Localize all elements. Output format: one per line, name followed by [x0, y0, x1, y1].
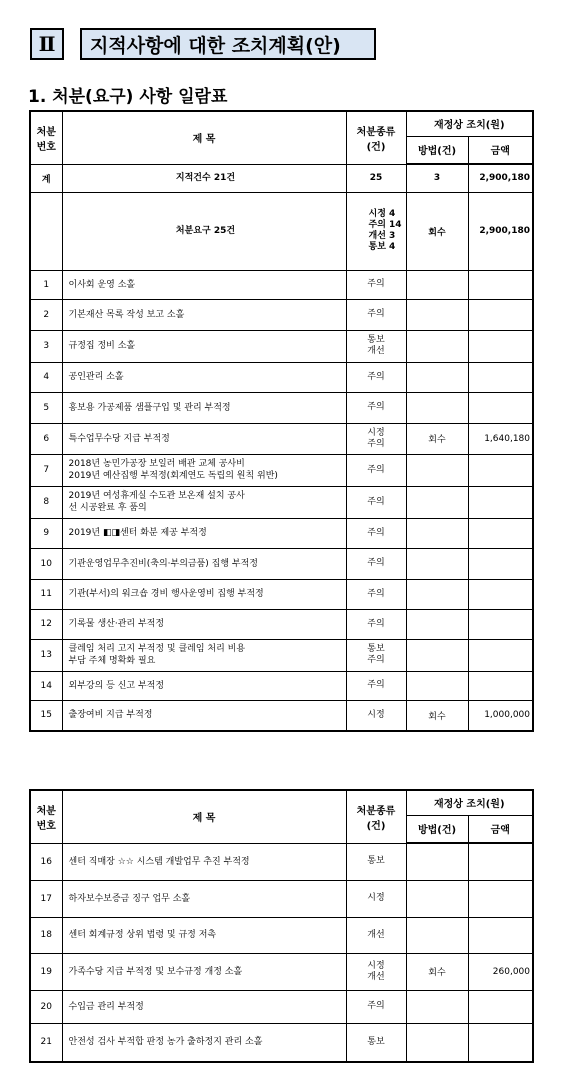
row-number: 11	[30, 579, 62, 609]
table-row	[30, 579, 533, 609]
header-finance: 재정상 조치(원)	[406, 790, 533, 815]
row-method	[406, 454, 468, 486]
row-amount: 1,000,000	[468, 700, 533, 731]
row-amount	[468, 843, 533, 880]
row-number: 20	[30, 990, 62, 1023]
row-method	[406, 299, 468, 330]
row-amount	[468, 990, 533, 1023]
total-title: 지적건수 21건	[62, 164, 346, 192]
row-number: 5	[30, 392, 62, 423]
total-row	[30, 164, 533, 192]
row-type: 주의	[346, 518, 406, 548]
row-amount	[468, 548, 533, 579]
row-method	[406, 362, 468, 392]
header-title: 제 목	[62, 111, 346, 164]
total-type: 25	[346, 164, 406, 192]
header-amount: 금액	[468, 815, 533, 843]
row-type: 시정 주의	[346, 423, 406, 454]
table-row	[30, 990, 533, 1023]
header-type: 처분종류 (건)	[346, 111, 406, 164]
table-row	[30, 270, 533, 299]
row-title: 출장여비 지급 부적정	[62, 700, 346, 731]
row-number: 9	[30, 518, 62, 548]
row-title: 기본재산 목록 작성 보고 소홀	[62, 299, 346, 330]
row-type: 개선	[346, 917, 406, 953]
header-type: 처분종류 (건)	[346, 790, 406, 843]
row-number: 8	[30, 486, 62, 518]
row-title: 기관운영업무추진비(축의·부의금품) 집행 부적정	[62, 548, 346, 579]
row-method	[406, 609, 468, 639]
row-amount	[468, 518, 533, 548]
row-type: 주의	[346, 392, 406, 423]
row-title: 외부강의 등 신고 부적정	[62, 671, 346, 700]
row-title: 센터 직매장 ☆☆ 시스템 개발업무 추진 부적정	[62, 843, 346, 880]
row-number: 19	[30, 953, 62, 990]
table-row	[30, 423, 533, 454]
disposition-table-page2	[29, 789, 534, 1063]
table-row	[30, 362, 533, 392]
row-method	[406, 330, 468, 362]
row-amount	[468, 392, 533, 423]
row-method	[406, 486, 468, 518]
row-number: 12	[30, 609, 62, 639]
header-method: 방법(건)	[406, 815, 468, 843]
row-type: 주의	[346, 579, 406, 609]
table-row	[30, 953, 533, 990]
row-amount	[468, 299, 533, 330]
request-type-breakdown: 시정 4 주의 14 개선 3 통보 4	[346, 192, 406, 270]
row-method	[406, 270, 468, 299]
row-method	[406, 579, 468, 609]
request-title: 처분요구 25건	[62, 192, 346, 270]
table-row	[30, 671, 533, 700]
row-method	[406, 1023, 468, 1062]
row-amount	[468, 270, 533, 299]
table-row	[30, 843, 533, 880]
row-amount: 1,640,180	[468, 423, 533, 454]
section-title: 지적사항에 대한 조치계획(안)	[80, 28, 376, 60]
subsection-title: 1. 처분(요구) 사항 일람표	[28, 87, 228, 107]
row-amount	[468, 486, 533, 518]
row-type: 주의	[346, 270, 406, 299]
row-type: 주의	[346, 299, 406, 330]
row-amount	[468, 579, 533, 609]
row-number: 18	[30, 917, 62, 953]
row-title: 수입금 관리 부적정	[62, 990, 346, 1023]
row-amount	[468, 609, 533, 639]
row-title: 규정집 정비 소홀	[62, 330, 346, 362]
row-title: 기관(부서)의 워크숍 경비 행사운영비 집행 부적정	[62, 579, 346, 609]
row-title: 하자보수보증금 징구 업무 소홀	[62, 880, 346, 917]
table-row	[30, 700, 533, 731]
row-method: 회수	[406, 700, 468, 731]
table-row	[30, 880, 533, 917]
row-type: 주의	[346, 990, 406, 1023]
row-type: 시정	[346, 880, 406, 917]
table-row	[30, 330, 533, 362]
row-type: 주의	[346, 362, 406, 392]
row-title: 가족수당 지급 부적정 및 보수규정 개정 소홀	[62, 953, 346, 990]
request-summary-row	[30, 192, 533, 270]
row-title: 2019년 여성휴게실 수도관 보온재 설치 공사 선 시공완료 후 품의	[62, 486, 346, 518]
row-method	[406, 880, 468, 917]
header-method: 방법(건)	[406, 136, 468, 164]
table-row	[30, 518, 533, 548]
row-amount	[468, 639, 533, 671]
row-number: 1	[30, 270, 62, 299]
section-number-box: Ⅱ	[30, 28, 64, 60]
row-type: 주의	[346, 671, 406, 700]
row-method	[406, 548, 468, 579]
row-number: 21	[30, 1023, 62, 1062]
total-amount: 2,900,180	[468, 164, 533, 192]
table-row	[30, 299, 533, 330]
row-title: 기록물 생산·관리 부적정	[62, 609, 346, 639]
row-amount: 260,000	[468, 953, 533, 990]
header-amount: 금액	[468, 136, 533, 164]
row-title: 2019년 ◧◨센터 화분 제공 부적정	[62, 518, 346, 548]
row-amount	[468, 362, 533, 392]
row-amount	[468, 1023, 533, 1062]
row-method	[406, 518, 468, 548]
row-type: 주의	[346, 454, 406, 486]
row-number: 15	[30, 700, 62, 731]
row-number: 17	[30, 880, 62, 917]
header-no: 처분 번호	[30, 111, 62, 164]
total-label: 계	[30, 164, 62, 192]
row-type: 주의	[346, 486, 406, 518]
table-row	[30, 917, 533, 953]
row-title: 특수업무수당 지급 부적정	[62, 423, 346, 454]
table-row	[30, 639, 533, 671]
row-number: 10	[30, 548, 62, 579]
row-method: 회수	[406, 953, 468, 990]
row-type: 주의	[346, 609, 406, 639]
row-method: 회수	[406, 423, 468, 454]
header-title: 제 목	[62, 790, 346, 843]
row-title: 클레임 처리 고지 부적정 및 클레임 처리 비용 부담 주체 명확화 필요	[62, 639, 346, 671]
row-amount	[468, 454, 533, 486]
row-amount	[468, 880, 533, 917]
row-number: 3	[30, 330, 62, 362]
row-method	[406, 990, 468, 1023]
row-title: 센터 회계규정 상위 법령 및 규정 저촉	[62, 917, 346, 953]
row-title: 공인관리 소홀	[62, 362, 346, 392]
table-row	[30, 486, 533, 518]
row-title: 안전성 검사 부적합 판정 농가 출하정지 관리 소홀	[62, 1023, 346, 1062]
row-number: 13	[30, 639, 62, 671]
row-method	[406, 639, 468, 671]
row-method	[406, 917, 468, 953]
disposition-table-page1	[29, 110, 534, 732]
row-type: 통보 개선	[346, 330, 406, 362]
row-amount	[468, 330, 533, 362]
row-type: 시정	[346, 700, 406, 731]
row-title: 이사회 운영 소홀	[62, 270, 346, 299]
row-amount	[468, 917, 533, 953]
total-method: 3	[406, 164, 468, 192]
row-number: 2	[30, 299, 62, 330]
row-amount	[468, 671, 533, 700]
row-number: 6	[30, 423, 62, 454]
row-number: 14	[30, 671, 62, 700]
table-row	[30, 609, 533, 639]
row-type: 주의	[346, 548, 406, 579]
row-number: 7	[30, 454, 62, 486]
row-type: 통보	[346, 843, 406, 880]
request-amount: 2,900,180	[468, 192, 533, 270]
table-row	[30, 1023, 533, 1062]
row-title: 홍보용 가공제품 샘플구입 및 관리 부적정	[62, 392, 346, 423]
table-row	[30, 548, 533, 579]
row-type: 시정 개선	[346, 953, 406, 990]
row-method	[406, 843, 468, 880]
header-no: 처분 번호	[30, 790, 62, 843]
row-type: 통보 주의	[346, 639, 406, 671]
row-method	[406, 671, 468, 700]
table-row	[30, 454, 533, 486]
request-no-cell	[30, 192, 62, 270]
header-finance: 재정상 조치(원)	[406, 111, 533, 136]
table-row	[30, 392, 533, 423]
row-method	[406, 392, 468, 423]
row-type: 통보	[346, 1023, 406, 1062]
request-method: 회수	[406, 192, 468, 270]
row-title: 2018년 농민가공장 보일러 배관 교체 공사비 2019년 예산집행 부적정(회계연도 독립의 원칙 위반)	[62, 454, 346, 486]
row-number: 4	[30, 362, 62, 392]
row-number: 16	[30, 843, 62, 880]
